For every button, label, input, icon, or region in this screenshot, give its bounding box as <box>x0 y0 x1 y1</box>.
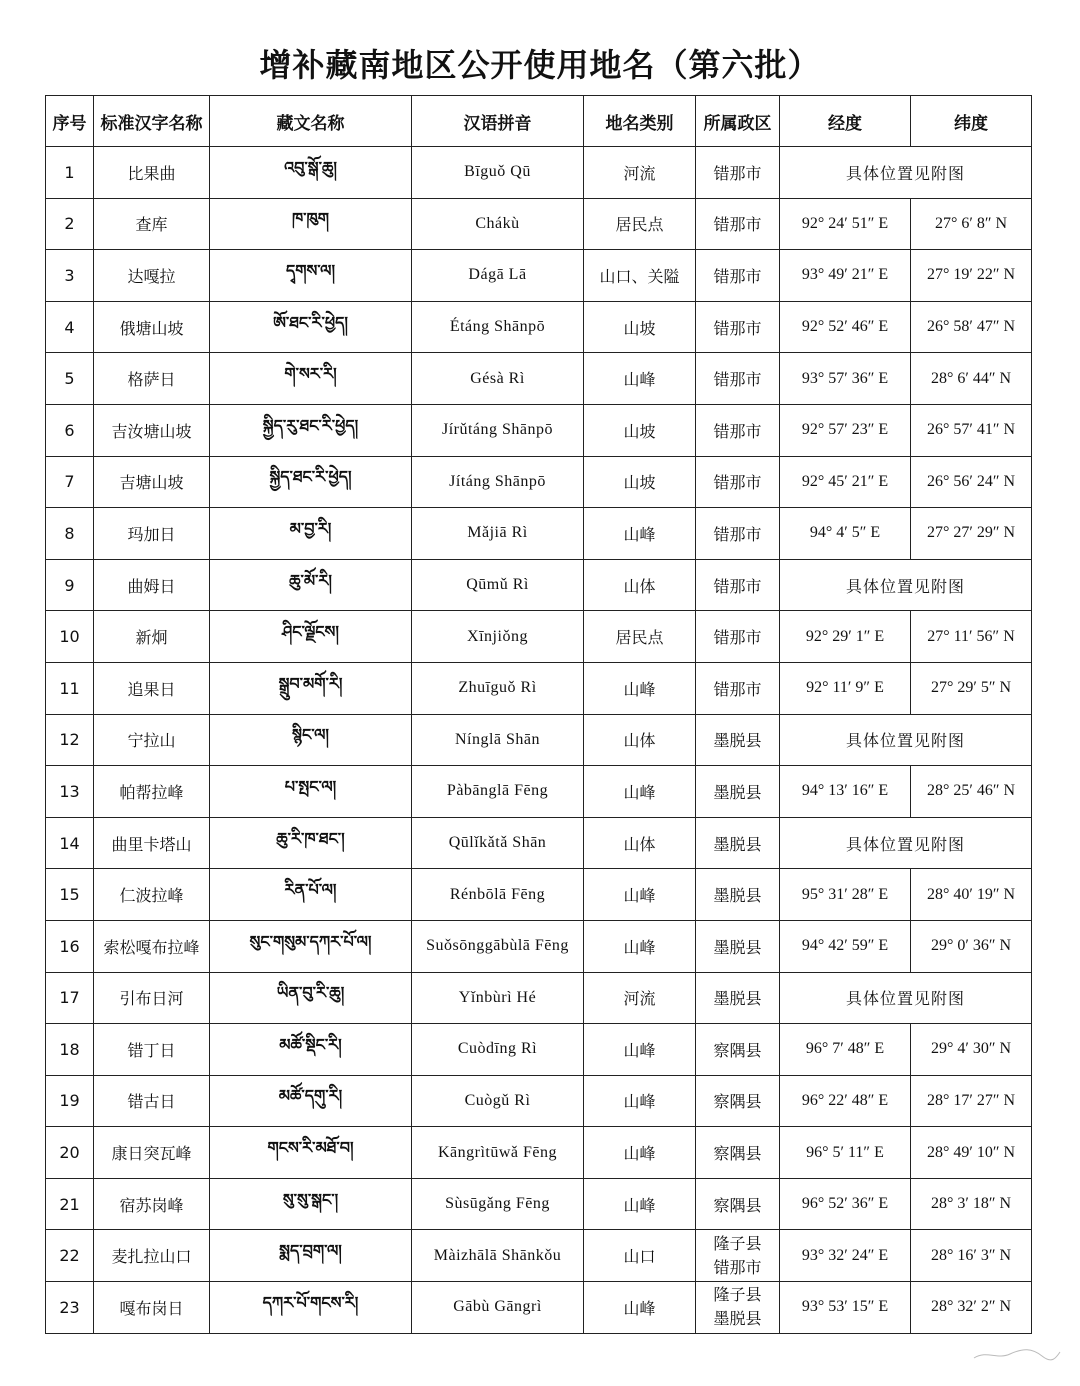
cell-category: 山峰 <box>584 508 696 560</box>
cell-longitude: 92° 29′ 1″ E <box>780 611 911 663</box>
cell-tibetan-name: འབུ་སྒོ་ཆུ། <box>210 147 412 199</box>
cell-tibetan-name: སུང་གསུམ་དཀར་པོ་ལ། <box>210 920 412 972</box>
cell-chinese-name: 帕帮拉峰 <box>94 766 210 818</box>
table-row <box>46 611 1032 663</box>
cell-region <box>696 198 780 250</box>
cell-pinyin: Suǒsōnggābùlā Fēng <box>412 920 584 972</box>
header-longitude: 经度 <box>780 96 911 147</box>
cell-seq: 9 <box>46 559 94 611</box>
cell-latitude: 27° 29′ 5″ N <box>911 662 1032 714</box>
cell-latitude: 26° 58′ 47″ N <box>911 301 1032 353</box>
cell-latitude: 28° 3′ 18″ N <box>911 1178 1032 1230</box>
cell-chinese-name: 俄塘山坡 <box>94 301 210 353</box>
cell-tibetan-name: མཚོ་དགུ་རི། <box>210 1075 412 1127</box>
cell-tibetan-name: སྨད་བྲག་ལ། <box>210 1230 412 1282</box>
cell-region <box>696 1127 780 1179</box>
place-names-table <box>45 95 1032 1334</box>
cell-seq: 21 <box>46 1178 94 1230</box>
cell-region <box>696 353 780 405</box>
cell-chinese-name: 格萨日 <box>94 353 210 405</box>
cell-latitude: 26° 56′ 24″ N <box>911 456 1032 508</box>
cell-pinyin: Cuòdīng Rì <box>412 1024 584 1076</box>
cell-tibetan-name: སྒྲུབ་མགོ་རི། <box>210 662 412 714</box>
cell-category: 山峰 <box>584 1282 696 1334</box>
cell-region <box>696 456 780 508</box>
table-row <box>46 1075 1032 1127</box>
table-row <box>46 198 1032 250</box>
header-region: 所属政区 <box>696 96 780 147</box>
cell-longitude: 96° 52′ 36″ E <box>780 1178 911 1230</box>
cell-tibetan-name: དྭགས་ལ། <box>210 250 412 302</box>
cell-category: 山峰 <box>584 353 696 405</box>
cell-tibetan-name: སྐྱིད་རུ་ཐང་རི་ཕྱེད། <box>210 404 412 456</box>
header-chinese-name: 标准汉字名称 <box>94 96 210 147</box>
cell-seq: 3 <box>46 250 94 302</box>
cell-seq: 1 <box>46 147 94 199</box>
cell-longitude: 92° 24′ 51″ E <box>780 198 911 250</box>
cell-location-note: 具体位置见附图 <box>780 714 1032 766</box>
cell-chinese-name: 康日突瓦峰 <box>94 1127 210 1179</box>
cell-region <box>696 1178 780 1230</box>
cell-pinyin: Kāngrìtūwǎ Fēng <box>412 1127 584 1179</box>
cell-pinyin: Étáng Shānpō <box>412 301 584 353</box>
cell-chinese-name: 玛加日 <box>94 508 210 560</box>
cell-region <box>696 147 780 199</box>
cell-region <box>696 1230 780 1282</box>
cell-region <box>696 250 780 302</box>
region-name: 察隅县 <box>713 1144 762 1164</box>
cell-region <box>696 972 780 1024</box>
table-row <box>46 508 1032 560</box>
cell-category: 山体 <box>584 817 696 869</box>
cell-tibetan-name: གངས་རི་མཐོ་བ། <box>210 1127 412 1179</box>
header-tibetan-name: 藏文名称 <box>210 96 412 147</box>
cell-region <box>696 766 780 818</box>
header-pinyin: 汉语拼音 <box>412 96 584 147</box>
cell-longitude: 94° 42′ 59″ E <box>780 920 911 972</box>
cell-seq: 18 <box>46 1024 94 1076</box>
cell-pinyin: Gābù Gāngrì <box>412 1282 584 1334</box>
region-name: 错那市 <box>713 628 762 648</box>
cell-longitude: 94° 4′ 5″ E <box>780 508 911 560</box>
table-row <box>46 250 1032 302</box>
table-row <box>46 147 1032 199</box>
cell-pinyin: Bīguǒ Qū <box>412 147 584 199</box>
cell-chinese-name: 达嘎拉 <box>94 250 210 302</box>
cell-longitude: 93° 49′ 21″ E <box>780 250 911 302</box>
cell-tibetan-name: དཀར་པོ་གངས་རི། <box>210 1282 412 1334</box>
cell-latitude: 27° 27′ 29″ N <box>911 508 1032 560</box>
cell-chinese-name: 嘎布岗日 <box>94 1282 210 1334</box>
cell-category: 河流 <box>584 147 696 199</box>
cell-chinese-name: 引布日河 <box>94 972 210 1024</box>
cell-longitude: 93° 32′ 24″ E <box>780 1230 911 1282</box>
table-row <box>46 301 1032 353</box>
region-name: 墨脱县 <box>713 989 762 1009</box>
cell-tibetan-name: ཆུ་རི་ཁ་ཐང་། <box>210 817 412 869</box>
cell-latitude: 28° 40′ 19″ N <box>911 869 1032 921</box>
cell-longitude: 96° 5′ 11″ E <box>780 1127 911 1179</box>
cell-latitude: 28° 25′ 46″ N <box>911 766 1032 818</box>
cell-longitude: 92° 45′ 21″ E <box>780 456 911 508</box>
table-row <box>46 404 1032 456</box>
cell-region <box>696 1024 780 1076</box>
cell-category: 山口 <box>584 1230 696 1282</box>
cell-longitude: 96° 22′ 48″ E <box>780 1075 911 1127</box>
cell-region <box>696 869 780 921</box>
cell-tibetan-name: སྙིང་ལ། <box>210 714 412 766</box>
region-name: 隆子县 <box>713 1233 762 1253</box>
cell-region <box>696 301 780 353</box>
table-row <box>46 559 1032 611</box>
cell-tibetan-name: པ་སྤང་ལ། <box>210 766 412 818</box>
cell-tibetan-name: ཤིང་ལྗོངས། <box>210 611 412 663</box>
cell-pinyin: Xīnjiǒng <box>412 611 584 663</box>
region-name: 错那市 <box>713 215 762 235</box>
cell-seq: 8 <box>46 508 94 560</box>
cell-pinyin: Qūmǔ Rì <box>412 559 584 611</box>
cell-pinyin: Yǐnbùrì Hé <box>412 972 584 1024</box>
cell-pinyin: Rénbōlā Fēng <box>412 869 584 921</box>
cell-latitude: 26° 57′ 41″ N <box>911 404 1032 456</box>
cell-pinyin: Qūlǐkǎtǎ Shān <box>412 817 584 869</box>
cell-pinyin: Cuògǔ Rì <box>412 1075 584 1127</box>
cell-seq: 23 <box>46 1282 94 1334</box>
cell-category: 居民点 <box>584 611 696 663</box>
cell-seq: 5 <box>46 353 94 405</box>
cell-pinyin: Mǎjiā Rì <box>412 508 584 560</box>
cell-seq: 17 <box>46 972 94 1024</box>
table-row <box>46 869 1032 921</box>
table-row <box>46 817 1032 869</box>
table-row <box>46 920 1032 972</box>
cell-chinese-name: 错丁日 <box>94 1024 210 1076</box>
table-row <box>46 456 1032 508</box>
cell-chinese-name: 追果日 <box>94 662 210 714</box>
cell-seq: 13 <box>46 766 94 818</box>
cell-pinyin: Pàbānglā Fēng <box>412 766 584 818</box>
cell-pinyin: Jírǔtáng Shānpō <box>412 404 584 456</box>
cell-category: 山坡 <box>584 404 696 456</box>
cell-tibetan-name: མ་བྱ་རི། <box>210 508 412 560</box>
cell-category: 山峰 <box>584 662 696 714</box>
cell-latitude: 28° 16′ 3″ N <box>911 1230 1032 1282</box>
cell-tibetan-name: སྐྱིད་ཐང་རི་ཕྱེད། <box>210 456 412 508</box>
cell-chinese-name: 新炯 <box>94 611 210 663</box>
table-row <box>46 662 1032 714</box>
cell-category: 山峰 <box>584 1075 696 1127</box>
cell-chinese-name: 吉汝塘山坡 <box>94 404 210 456</box>
region-name: 墨脱县 <box>713 1309 762 1329</box>
cell-pinyin: Chákù <box>412 198 584 250</box>
region-name: 墨脱县 <box>713 886 762 906</box>
cell-tibetan-name: ཆུ་མོ་རི། <box>210 559 412 611</box>
cell-pinyin: Zhuīguǒ Rì <box>412 662 584 714</box>
cell-tibetan-name: གེ་སར་རི། <box>210 353 412 405</box>
cell-chinese-name: 比果曲 <box>94 147 210 199</box>
cell-latitude: 29° 4′ 30″ N <box>911 1024 1032 1076</box>
region-name: 错那市 <box>713 370 762 390</box>
cell-category: 山体 <box>584 714 696 766</box>
cell-latitude: 29° 0′ 36″ N <box>911 920 1032 972</box>
cell-chinese-name: 查库 <box>94 198 210 250</box>
cell-chinese-name: 宿苏岗峰 <box>94 1178 210 1230</box>
cell-tibetan-name: རིན་པོ་ལ། <box>210 869 412 921</box>
cell-latitude: 28° 32′ 2″ N <box>911 1282 1032 1334</box>
cell-category: 山峰 <box>584 1178 696 1230</box>
cell-pinyin: Màizhālā Shānkǒu <box>412 1230 584 1282</box>
cell-category: 山峰 <box>584 920 696 972</box>
region-name: 错那市 <box>713 163 762 183</box>
cell-longitude: 93° 57′ 36″ E <box>780 353 911 405</box>
cell-pinyin: Jítáng Shānpō <box>412 456 584 508</box>
cell-region <box>696 714 780 766</box>
cell-chinese-name: 索松嘎布拉峰 <box>94 920 210 972</box>
cell-tibetan-name: ཁ་ཁུག <box>210 198 412 250</box>
cell-tibetan-name: ཨོ་ཐང་རི་ཕྱེད། <box>210 301 412 353</box>
cell-category: 山体 <box>584 559 696 611</box>
cell-latitude: 27° 6′ 8″ N <box>911 198 1032 250</box>
cell-seq: 11 <box>46 662 94 714</box>
cell-category: 山峰 <box>584 766 696 818</box>
cell-chinese-name: 曲姆日 <box>94 559 210 611</box>
region-name: 错那市 <box>713 679 762 699</box>
cell-chinese-name: 曲里卡塔山 <box>94 817 210 869</box>
cell-tibetan-name: མཚོ་སྡིང་རི། <box>210 1024 412 1076</box>
cell-seq: 22 <box>46 1230 94 1282</box>
cell-seq: 7 <box>46 456 94 508</box>
header-latitude: 纬度 <box>911 96 1032 147</box>
header-row <box>46 96 1032 147</box>
cell-seq: 2 <box>46 198 94 250</box>
cell-chinese-name: 吉塘山坡 <box>94 456 210 508</box>
cell-seq: 4 <box>46 301 94 353</box>
cell-location-note: 具体位置见附图 <box>780 817 1032 869</box>
cell-region <box>696 1282 780 1334</box>
page-title: 增补藏南地区公开使用地名（第六批） <box>259 46 821 84</box>
region-name: 隆子县 <box>713 1285 762 1305</box>
signature-mark <box>972 1344 1062 1364</box>
cell-seq: 14 <box>46 817 94 869</box>
region-name: 错那市 <box>713 421 762 441</box>
cell-seq: 20 <box>46 1127 94 1179</box>
cell-chinese-name: 仁波拉峰 <box>94 869 210 921</box>
cell-region <box>696 611 780 663</box>
cell-region <box>696 817 780 869</box>
cell-region <box>696 508 780 560</box>
cell-latitude: 28° 17′ 27″ N <box>911 1075 1032 1127</box>
region-name: 错那市 <box>713 318 762 338</box>
table-row <box>46 1178 1032 1230</box>
cell-longitude: 95° 31′ 28″ E <box>780 869 911 921</box>
cell-location-note: 具体位置见附图 <box>780 559 1032 611</box>
cell-latitude: 27° 11′ 56″ N <box>911 611 1032 663</box>
region-name: 察隅县 <box>713 1040 762 1060</box>
cell-location-note: 具体位置见附图 <box>780 972 1032 1024</box>
region-name: 错那市 <box>713 266 762 286</box>
cell-category: 山峰 <box>584 869 696 921</box>
cell-seq: 12 <box>46 714 94 766</box>
cell-longitude: 92° 11′ 9″ E <box>780 662 911 714</box>
table-row <box>46 714 1032 766</box>
region-name: 错那市 <box>713 1257 762 1277</box>
cell-category: 河流 <box>584 972 696 1024</box>
cell-latitude: 27° 19′ 22″ N <box>911 250 1032 302</box>
cell-pinyin: Dágā Lā <box>412 250 584 302</box>
cell-pinyin: Gésà Rì <box>412 353 584 405</box>
cell-seq: 6 <box>46 404 94 456</box>
cell-category: 山峰 <box>584 1024 696 1076</box>
cell-region <box>696 404 780 456</box>
cell-seq: 16 <box>46 920 94 972</box>
region-name: 墨脱县 <box>713 731 762 751</box>
cell-region <box>696 662 780 714</box>
table-row <box>46 972 1032 1024</box>
cell-chinese-name: 麦扎拉山口 <box>94 1230 210 1282</box>
table-row <box>46 1127 1032 1179</box>
table-row <box>46 1024 1032 1076</box>
region-name: 墨脱县 <box>713 937 762 957</box>
cell-longitude: 94° 13′ 16″ E <box>780 766 911 818</box>
region-name: 错那市 <box>713 473 762 493</box>
region-name: 错那市 <box>713 524 762 544</box>
cell-category: 居民点 <box>584 198 696 250</box>
cell-seq: 10 <box>46 611 94 663</box>
cell-category: 山坡 <box>584 456 696 508</box>
cell-latitude: 28° 49′ 10″ N <box>911 1127 1032 1179</box>
region-name: 墨脱县 <box>713 834 762 854</box>
cell-tibetan-name: ཡིན་བུ་རི་ཆུ། <box>210 972 412 1024</box>
cell-longitude: 96° 7′ 48″ E <box>780 1024 911 1076</box>
cell-longitude: 92° 57′ 23″ E <box>780 404 911 456</box>
cell-longitude: 93° 53′ 15″ E <box>780 1282 911 1334</box>
cell-chinese-name: 错古日 <box>94 1075 210 1127</box>
header-seq: 序号 <box>46 96 94 147</box>
cell-chinese-name: 宁拉山 <box>94 714 210 766</box>
table-row <box>46 353 1032 405</box>
cell-pinyin: Nínglā Shān <box>412 714 584 766</box>
cell-pinyin: Sùsūgǎng Fēng <box>412 1178 584 1230</box>
region-name: 墨脱县 <box>713 782 762 802</box>
cell-seq: 15 <box>46 869 94 921</box>
cell-region <box>696 920 780 972</box>
cell-location-note: 具体位置见附图 <box>780 147 1032 199</box>
cell-longitude: 92° 52′ 46″ E <box>780 301 911 353</box>
table-body <box>46 147 1032 1334</box>
table-row <box>46 1282 1032 1334</box>
cell-category: 山峰 <box>584 1127 696 1179</box>
region-name: 错那市 <box>713 576 762 596</box>
table-row <box>46 1230 1032 1282</box>
region-name: 察隅县 <box>713 1195 762 1215</box>
cell-category: 山口、关隘 <box>584 250 696 302</box>
table-row <box>46 766 1032 818</box>
cell-region <box>696 559 780 611</box>
cell-category: 山坡 <box>584 301 696 353</box>
cell-region <box>696 1075 780 1127</box>
cell-latitude: 28° 6′ 44″ N <box>911 353 1032 405</box>
header-category: 地名类别 <box>584 96 696 147</box>
region-name: 察隅县 <box>713 1092 762 1112</box>
cell-tibetan-name: སུ་སུ་སྒང་། <box>210 1178 412 1230</box>
cell-seq: 19 <box>46 1075 94 1127</box>
